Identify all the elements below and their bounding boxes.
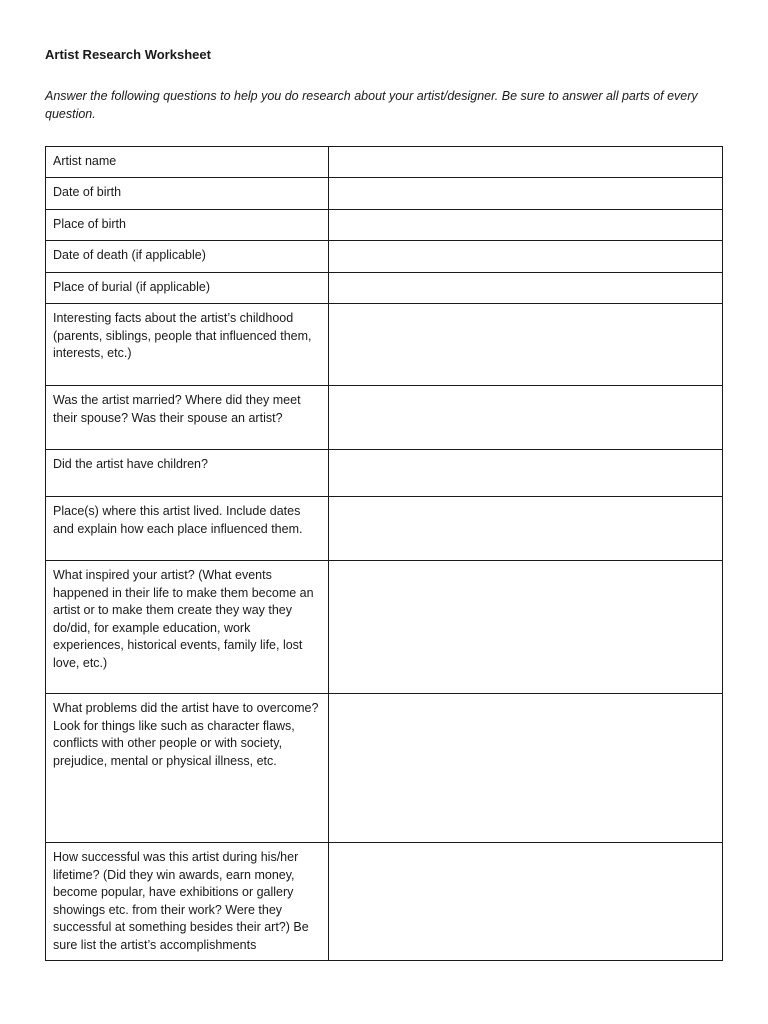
table-row bbox=[46, 210, 723, 241]
question-cell bbox=[46, 147, 329, 178]
answer-field[interactable] bbox=[329, 843, 723, 961]
question-cell bbox=[46, 178, 329, 210]
question-label: Place(s) where this artist lived. Include dates and explain how each place influenced them. bbox=[53, 504, 303, 536]
answer-field[interactable] bbox=[329, 386, 723, 450]
table-row bbox=[46, 497, 723, 561]
table-row bbox=[46, 273, 723, 304]
question-cell bbox=[46, 497, 329, 561]
table-row bbox=[46, 561, 723, 694]
question-cell bbox=[46, 694, 329, 843]
question-label: Was the artist married? Where did they meet their spouse? Was their spouse an artist? bbox=[53, 393, 301, 425]
answer-field[interactable] bbox=[329, 147, 723, 178]
table-row bbox=[46, 241, 723, 273]
table-row bbox=[46, 304, 723, 386]
question-label: Artist name bbox=[53, 154, 117, 168]
question-label: Place of burial (if applicable) bbox=[53, 280, 211, 294]
question-label: How successful was this artist during his/her lifetime? (Did they win awards, earn money, become popular, have exhibitions or gallery showings etc. from their work? Were they successful at something besides their art?) Be sure list the artist’s accomplishments bbox=[53, 850, 309, 952]
table-row bbox=[46, 178, 723, 210]
table-row bbox=[46, 386, 723, 450]
worksheet-table bbox=[45, 146, 723, 961]
question-label: Date of death (if applicable) bbox=[53, 248, 206, 262]
question-label: Did the artist have children? bbox=[53, 457, 208, 471]
question-label: Place of birth bbox=[53, 217, 126, 231]
question-label: What problems did the artist have to overcome? Look for things like such as character flaws, conflicts with other people or with society, prejudice, mental or physical illness, etc. bbox=[53, 701, 319, 768]
instructions-text: Answer the following questions to help you do research about your artist/designer. Be sure to answer all parts of every question. bbox=[45, 89, 698, 121]
answer-field[interactable] bbox=[329, 497, 723, 561]
answer-field[interactable] bbox=[329, 304, 723, 386]
answer-field[interactable] bbox=[329, 210, 723, 241]
question-cell bbox=[46, 843, 329, 961]
question-cell bbox=[46, 561, 329, 694]
answer-field[interactable] bbox=[329, 273, 723, 304]
question-label: Date of birth bbox=[53, 185, 122, 199]
table-row bbox=[46, 694, 723, 843]
question-cell bbox=[46, 304, 329, 386]
answer-field[interactable] bbox=[329, 178, 723, 210]
table-row bbox=[46, 147, 723, 178]
answer-field[interactable] bbox=[329, 450, 723, 497]
answer-field[interactable] bbox=[329, 241, 723, 273]
question-label: What inspired your artist? (What events happened in their life to make them become an artist or to make them create they way they do/did, for example education, work experiences, historical events, family life, lost love, etc.) bbox=[53, 568, 314, 670]
answer-field[interactable] bbox=[329, 561, 723, 694]
question-cell bbox=[46, 210, 329, 241]
question-cell bbox=[46, 450, 329, 497]
question-label: Interesting facts about the artist’s childhood (parents, siblings, people that influenced them, interests, etc.) bbox=[53, 311, 312, 360]
question-cell bbox=[46, 273, 329, 304]
table-row bbox=[46, 843, 723, 961]
question-cell bbox=[46, 386, 329, 450]
answer-field[interactable] bbox=[329, 694, 723, 843]
table-row bbox=[46, 450, 723, 497]
page-title: Artist Research Worksheet bbox=[45, 47, 211, 62]
question-cell bbox=[46, 241, 329, 273]
